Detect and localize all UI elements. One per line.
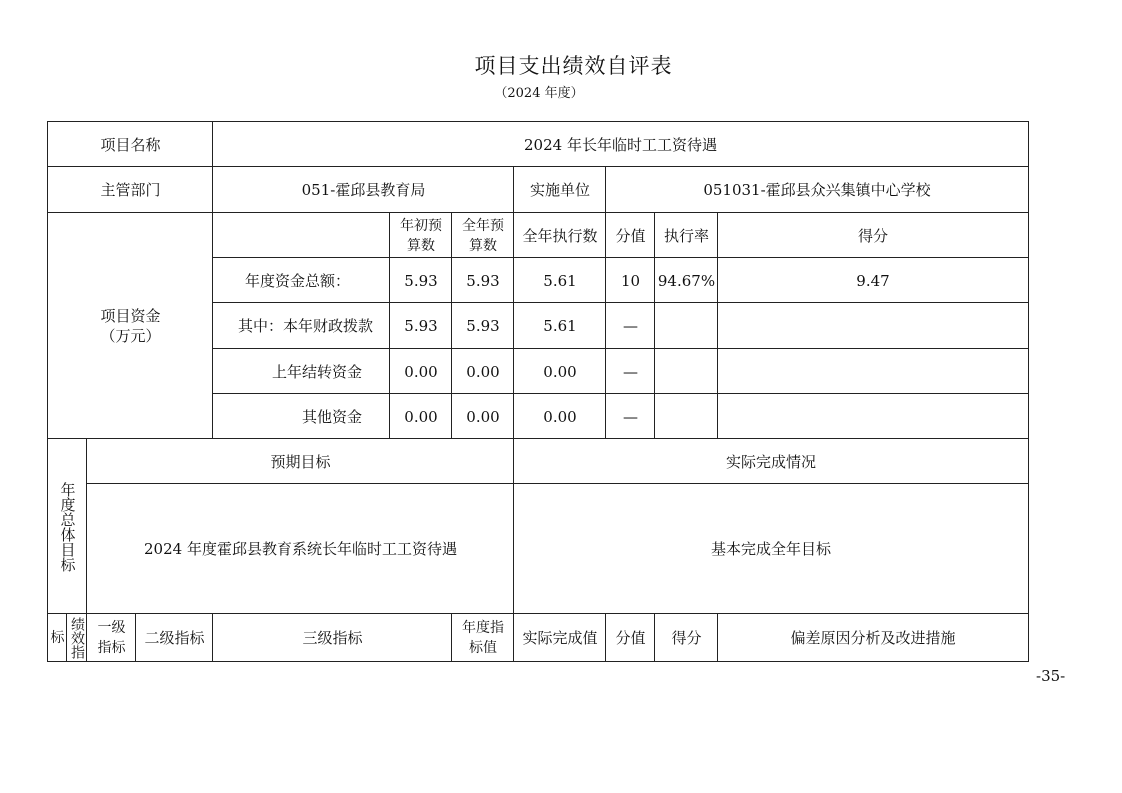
goals-section-label-text: 年度总体目标 xyxy=(58,481,77,572)
project-name-label: 项目名称 xyxy=(47,121,213,167)
header-level3-indicator: 三级指标 xyxy=(212,613,452,662)
funds-row-weight: — xyxy=(605,302,655,349)
funds-row-full: 5.93 xyxy=(451,302,514,349)
expected-goal-value: 2024 年度霍邱县教育系统长年临时工工资待遇 xyxy=(86,483,514,614)
funds-row-rate: 94.67% xyxy=(654,257,718,303)
header-annual-indicator-value: 年度指 标值 xyxy=(451,613,514,662)
funds-row-rate xyxy=(654,302,718,349)
goals-section-label xyxy=(47,438,87,614)
indicator-label-col-b xyxy=(66,613,87,662)
funds-row-weight: — xyxy=(605,348,655,394)
actual-completion-header: 实际完成情况 xyxy=(513,438,1029,484)
funds-row-score: 9.47 xyxy=(717,257,1029,303)
header-actual-value: 实际完成值 xyxy=(513,613,606,662)
header-weight: 分值 xyxy=(605,212,655,258)
funds-row-label: 其他资金 xyxy=(212,393,390,439)
header-deviation-analysis: 偏差原因分析及改进措施 xyxy=(717,613,1029,662)
funds-row-label: 其中：本年财政拨款 xyxy=(212,302,390,349)
indicator-label-col-a: 标 xyxy=(47,613,67,662)
actual-completion-value: 基本完成全年目标 xyxy=(513,483,1029,614)
funds-row-initial: 0.00 xyxy=(389,348,452,394)
expected-goal-header: 预期目标 xyxy=(86,438,514,484)
implementing-unit-label: 实施单位 xyxy=(513,166,606,213)
funds-row-initial: 5.93 xyxy=(389,257,452,303)
header-full-year-budget: 全年预 算数 xyxy=(451,212,514,258)
funds-row-executed: 0.00 xyxy=(513,393,606,439)
funds-row-initial: 0.00 xyxy=(389,393,452,439)
implementing-unit-value: 051031-霍邱县众兴集镇中心学校 xyxy=(605,166,1029,213)
funds-row-executed: 5.61 xyxy=(513,257,606,303)
funds-row-initial: 5.93 xyxy=(389,302,452,349)
funds-row-executed: 0.00 xyxy=(513,348,606,394)
funds-row-label: 上年结转资金 xyxy=(212,348,390,394)
header-exec-rate: 执行率 xyxy=(654,212,718,258)
page-number: -35- xyxy=(1036,667,1066,685)
funds-row-full: 0.00 xyxy=(451,393,514,439)
header-executed: 全年执行数 xyxy=(513,212,606,258)
funds-row-rate xyxy=(654,348,718,394)
page-subtitle: （2024 年度） xyxy=(494,86,584,101)
funds-section-label: 项目资金 （万元） xyxy=(47,212,213,439)
header-level1-indicator: 一级 指标 xyxy=(86,613,136,662)
funds-row-full: 0.00 xyxy=(451,348,514,394)
header-level2-indicator: 二级指标 xyxy=(135,613,213,662)
header-indicator-weight: 分值 xyxy=(605,613,655,662)
header-initial-budget: 年初预 算数 xyxy=(389,212,452,258)
funds-row-score xyxy=(717,393,1029,439)
department-value: 051-霍邱县教育局 xyxy=(212,166,514,213)
department-label: 主管部门 xyxy=(47,166,213,213)
funds-row-score xyxy=(717,302,1029,349)
funds-row-executed: 5.61 xyxy=(513,302,606,349)
funds-row-label: 年度资金总额： xyxy=(212,257,390,303)
funds-row-weight: — xyxy=(605,393,655,439)
funds-row-weight: 10 xyxy=(605,257,655,303)
header-score: 得分 xyxy=(717,212,1029,258)
indicator-label-col-b-text: 绩效指 xyxy=(69,616,85,659)
page-title: 项目支出绩效自评表 xyxy=(474,54,673,78)
funds-row-score xyxy=(717,348,1029,394)
project-name-value: 2024 年长年临时工工资待遇 xyxy=(212,121,1029,167)
header-indicator-score: 得分 xyxy=(654,613,718,662)
funds-row-rate xyxy=(654,393,718,439)
funds-row-full: 5.93 xyxy=(451,257,514,303)
funds-header-blank xyxy=(212,212,390,258)
